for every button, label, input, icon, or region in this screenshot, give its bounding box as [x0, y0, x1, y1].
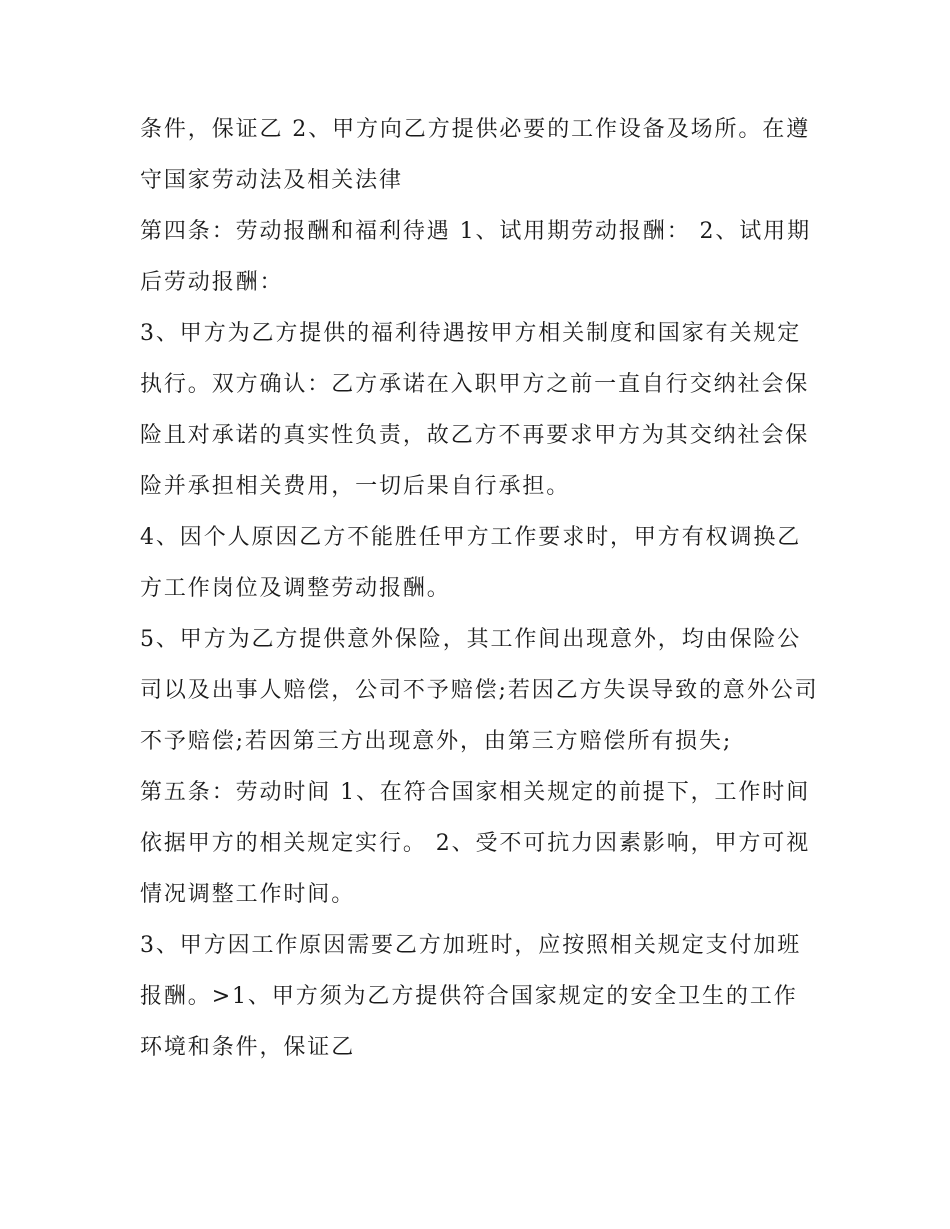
document-body	[140, 104, 820, 1073]
paragraph-overtime-pay: 3、甲方因工作原因需要乙方加班时，应按照相关规定支付加班报酬。>1、甲方须为乙方提供符合国家规定的安全卫生的工作环境和条件，保证乙	[140, 933, 802, 1060]
paragraph-article-5-working-time: 第五条：劳动时间 1、在符合国家相关规定的前提下，工作时间依据甲方的相关规定实行。 2、受不可抗力因素影响，甲方可视情况调整工作时间。	[140, 780, 811, 907]
paragraph-accident-insurance: 5、甲方为乙方提供意外保险，其工作间出现意外，均由保险公司以及出事人赔偿，公司不予赔偿;若因乙方失误导致的意外公司不予赔偿;若因第三方出现意外，由第三方赔偿所有损失;	[140, 627, 819, 754]
paragraph-article-4-remuneration: 第四条：劳动报酬和福利待遇 1、试用期劳动报酬： 2、试用期后劳动报酬：	[140, 219, 811, 295]
paragraph-work-conditions: 条件，保证乙 2、甲方向乙方提供必要的工作设备及场所。在遵守国家劳动法及相关法律	[140, 117, 811, 193]
paragraph-position-adjustment: 4、因个人原因乙方不能胜任甲方工作要求时，甲方有权调换乙方工作岗位及调整劳动报酬。	[140, 525, 802, 601]
paragraph-welfare-social-insurance: 3、甲方为乙方提供的福利待遇按甲方相关制度和国家有关规定执行。双方确认：乙方承诺在入职甲方之前一直自行交纳社会保险且对承诺的真实性负责，故乙方不再要求甲方为其交纳社会保险并承担相关费用，一切后果自行承担。	[140, 321, 810, 499]
